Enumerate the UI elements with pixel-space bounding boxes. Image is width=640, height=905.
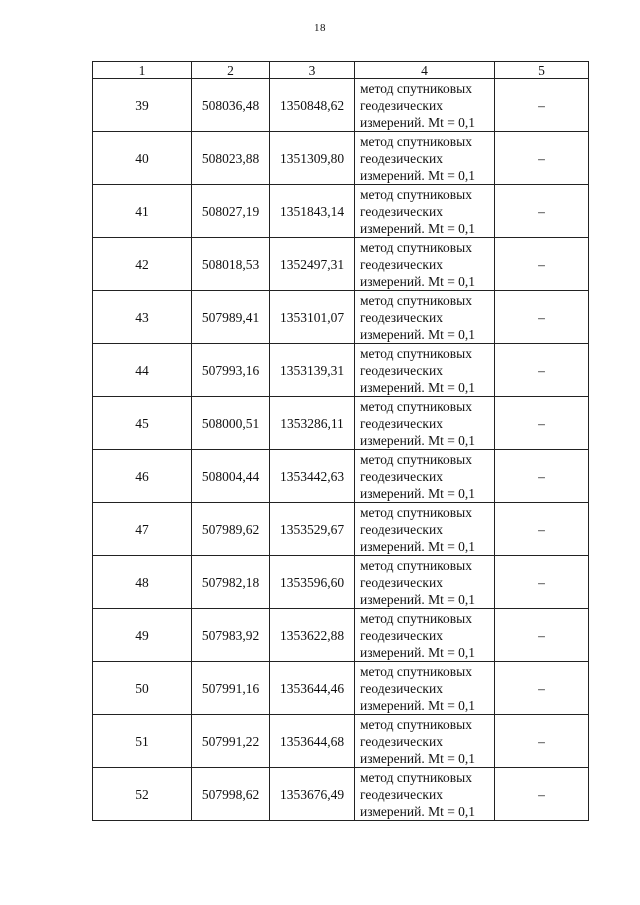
point-number-cell: 48 xyxy=(93,556,192,609)
method-line: геодезических xyxy=(360,574,443,590)
coordinate-y-cell: 1353442,63 xyxy=(270,450,355,503)
coordinate-y-cell: 1353139,31 xyxy=(270,344,355,397)
table-row xyxy=(93,450,589,503)
page-number: 18 xyxy=(314,22,326,34)
coordinates-table xyxy=(92,61,589,821)
method-line: метод спутниковых xyxy=(360,557,472,573)
method-cell xyxy=(355,238,495,291)
note-cell: – xyxy=(495,397,589,450)
method-line: метод спутниковых xyxy=(360,504,472,520)
coordinate-x-cell: 507993,16 xyxy=(192,344,270,397)
coordinate-y-cell: 1353101,07 xyxy=(270,291,355,344)
coordinate-y-cell: 1350848,62 xyxy=(270,79,355,132)
table-header xyxy=(93,62,589,79)
method-line: метод спутниковых xyxy=(360,80,472,96)
coordinate-x-cell: 507991,16 xyxy=(192,662,270,715)
coordinate-y-cell: 1353596,60 xyxy=(270,556,355,609)
column-header-4: 4 xyxy=(355,62,495,79)
method-cell xyxy=(355,450,495,503)
method-line: геодезических xyxy=(360,786,443,802)
column-header-2: 2 xyxy=(192,62,270,79)
note-cell: – xyxy=(495,556,589,609)
coordinate-x-cell: 508004,44 xyxy=(192,450,270,503)
method-line: метод спутниковых xyxy=(360,663,472,679)
note-cell: – xyxy=(495,291,589,344)
coordinate-y-cell: 1352497,31 xyxy=(270,238,355,291)
method-cell xyxy=(355,768,495,821)
method-line: метод спутниковых xyxy=(360,716,472,732)
coordinate-y-cell: 1353644,68 xyxy=(270,715,355,768)
table-row xyxy=(93,132,589,185)
table-row xyxy=(93,768,589,821)
note-cell: – xyxy=(495,503,589,556)
method-line: измерений. Mt = 0,1 xyxy=(360,803,476,819)
point-number-cell: 42 xyxy=(93,238,192,291)
method-line: геодезических xyxy=(360,415,443,431)
method-line: геодезических xyxy=(360,680,443,696)
method-line: измерений. Mt = 0,1 xyxy=(360,114,476,130)
point-number-cell: 49 xyxy=(93,609,192,662)
column-header-3: 3 xyxy=(270,62,355,79)
table-row xyxy=(93,344,589,397)
method-line: геодезических xyxy=(360,362,443,378)
method-line: измерений. Mt = 0,1 xyxy=(360,591,476,607)
table-row xyxy=(93,715,589,768)
column-header-1: 1 xyxy=(93,62,192,79)
coordinate-x-cell: 507998,62 xyxy=(192,768,270,821)
table-row xyxy=(93,662,589,715)
note-cell: – xyxy=(495,662,589,715)
method-line: метод спутниковых xyxy=(360,451,472,467)
coordinate-x-cell: 507989,62 xyxy=(192,503,270,556)
point-number-cell: 43 xyxy=(93,291,192,344)
note-cell: – xyxy=(495,450,589,503)
coordinate-x-cell: 508000,51 xyxy=(192,397,270,450)
method-line: измерений. Mt = 0,1 xyxy=(360,697,476,713)
coordinate-x-cell: 507982,18 xyxy=(192,556,270,609)
method-line: геодезических xyxy=(360,733,443,749)
coordinate-x-cell: 508027,19 xyxy=(192,185,270,238)
point-number-cell: 45 xyxy=(93,397,192,450)
coordinate-y-cell: 1351309,80 xyxy=(270,132,355,185)
point-number-cell: 39 xyxy=(93,79,192,132)
coordinate-x-cell: 508036,48 xyxy=(192,79,270,132)
method-line: геодезических xyxy=(360,97,443,113)
note-cell: – xyxy=(495,238,589,291)
table-row xyxy=(93,185,589,238)
method-line: измерений. Mt = 0,1 xyxy=(360,644,476,660)
coordinate-y-cell: 1351843,14 xyxy=(270,185,355,238)
coordinate-x-cell: 508018,53 xyxy=(192,238,270,291)
table-row xyxy=(93,238,589,291)
method-line: метод спутниковых xyxy=(360,133,472,149)
method-line: измерений. Mt = 0,1 xyxy=(360,485,476,501)
method-line: измерений. Mt = 0,1 xyxy=(360,750,476,766)
method-line: метод спутниковых xyxy=(360,292,472,308)
point-number-cell: 50 xyxy=(93,662,192,715)
point-number-cell: 41 xyxy=(93,185,192,238)
method-cell xyxy=(355,132,495,185)
method-line: измерений. Mt = 0,1 xyxy=(360,538,476,554)
method-line: измерений. Mt = 0,1 xyxy=(360,273,476,289)
note-cell: – xyxy=(495,768,589,821)
method-cell xyxy=(355,609,495,662)
method-line: измерений. Mt = 0,1 xyxy=(360,220,476,236)
coordinate-y-cell: 1353644,46 xyxy=(270,662,355,715)
point-number-cell: 47 xyxy=(93,503,192,556)
point-number-cell: 40 xyxy=(93,132,192,185)
point-number-cell: 46 xyxy=(93,450,192,503)
method-cell xyxy=(355,503,495,556)
point-number-cell: 44 xyxy=(93,344,192,397)
method-line: геодезических xyxy=(360,627,443,643)
method-cell xyxy=(355,662,495,715)
note-cell: – xyxy=(495,79,589,132)
method-cell xyxy=(355,291,495,344)
table-row xyxy=(93,556,589,609)
table-row xyxy=(93,291,589,344)
method-line: метод спутниковых xyxy=(360,610,472,626)
method-line: метод спутниковых xyxy=(360,398,472,414)
header-row xyxy=(93,62,589,79)
method-line: геодезических xyxy=(360,256,443,272)
table-body xyxy=(93,79,589,821)
coordinate-x-cell: 507989,41 xyxy=(192,291,270,344)
method-cell xyxy=(355,185,495,238)
method-line: метод спутниковых xyxy=(360,239,472,255)
coordinate-x-cell: 507983,92 xyxy=(192,609,270,662)
method-line: геодезических xyxy=(360,203,443,219)
note-cell: – xyxy=(495,344,589,397)
coordinate-y-cell: 1353622,88 xyxy=(270,609,355,662)
coordinate-y-cell: 1353529,67 xyxy=(270,503,355,556)
method-line: геодезических xyxy=(360,468,443,484)
method-line: измерений. Mt = 0,1 xyxy=(360,379,476,395)
method-line: метод спутниковых xyxy=(360,769,472,785)
method-line: измерений. Mt = 0,1 xyxy=(360,326,476,342)
point-number-cell: 52 xyxy=(93,768,192,821)
method-line: метод спутниковых xyxy=(360,345,472,361)
method-line: геодезических xyxy=(360,150,443,166)
note-cell: – xyxy=(495,185,589,238)
note-cell: – xyxy=(495,132,589,185)
method-line: метод спутниковых xyxy=(360,186,472,202)
table-row xyxy=(93,397,589,450)
table-row xyxy=(93,79,589,132)
coordinate-x-cell: 507991,22 xyxy=(192,715,270,768)
coordinate-y-cell: 1353676,49 xyxy=(270,768,355,821)
method-cell xyxy=(355,344,495,397)
table-row xyxy=(93,503,589,556)
table-row xyxy=(93,609,589,662)
method-line: измерений. Mt = 0,1 xyxy=(360,167,476,183)
coordinate-x-cell: 508023,88 xyxy=(192,132,270,185)
point-number-cell: 51 xyxy=(93,715,192,768)
note-cell: – xyxy=(495,715,589,768)
method-cell xyxy=(355,556,495,609)
method-cell xyxy=(355,715,495,768)
method-line: геодезических xyxy=(360,309,443,325)
coordinate-y-cell: 1353286,11 xyxy=(270,397,355,450)
method-cell xyxy=(355,79,495,132)
column-header-5: 5 xyxy=(495,62,589,79)
method-cell xyxy=(355,397,495,450)
method-line: измерений. Mt = 0,1 xyxy=(360,432,476,448)
method-line: геодезических xyxy=(360,521,443,537)
note-cell: – xyxy=(495,609,589,662)
